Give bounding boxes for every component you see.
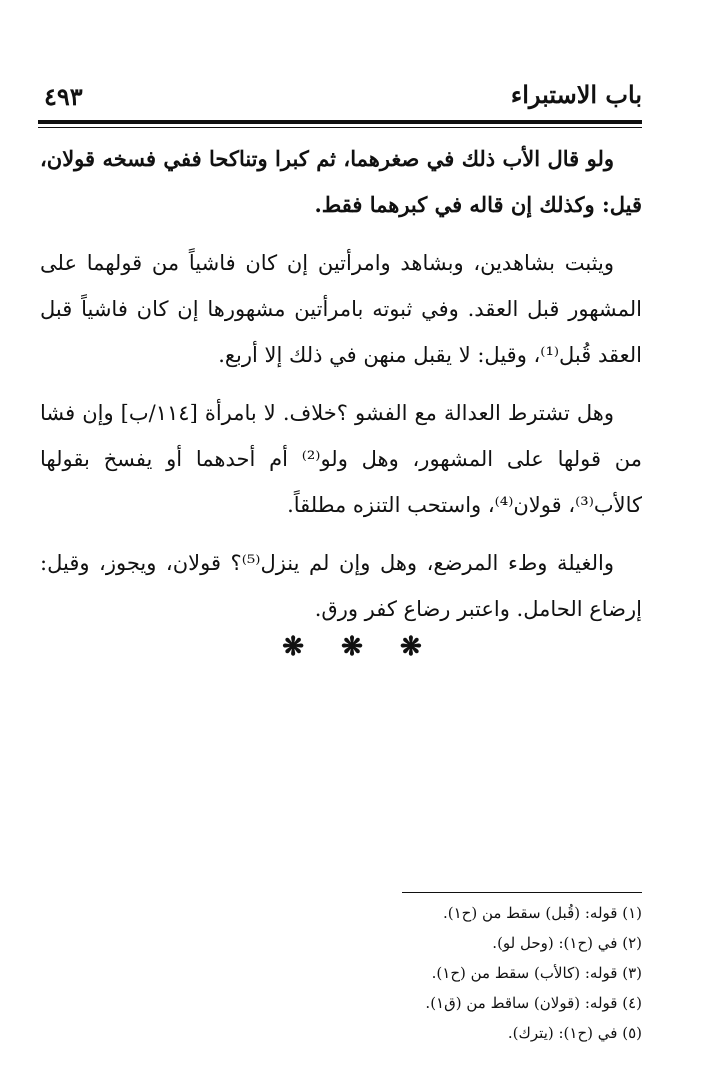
paragraph-2: ويثبت بشاهدين، وبشاهد وامرأتين إن كان فاشياً من قولهما على المشهور قبل العقد. وفي ثبوته بامرأتين مشهورها إن كان فاشياً قبل العقد قُبل⁽¹⁾، وقيل: لا يقبل منهن في ذلك إلا أربع. [40, 251, 642, 367]
footnote-separator [402, 892, 642, 893]
page-number: ٤٩٣ [44, 82, 83, 111]
footnote-5: (٥) في (ح١): (يترك). [507, 1024, 642, 1042]
paragraph-1: ولو قال الأب ذلك في صغرهما، ثم كبرا وتناكحا ففي فسخه قولان، قيل: وكذلك إن قاله في كبرهما فقط. [40, 146, 642, 217]
footnote-4: (٤) قوله: (قولان) ساقط من (ق١). [425, 994, 642, 1012]
footnote-3: (٣) قوله: (كالأب) سقط من (ح١). [431, 964, 642, 982]
page-header [38, 76, 642, 116]
footnote-2: (٢) في (ح١): (وحل لو). [492, 934, 642, 952]
footnote-1: (١) قوله: (قُبل) سقط من (ح١). [442, 904, 642, 922]
footnotes [300, 898, 642, 1048]
paragraph-4: والغيلة وطء المرضع، وهل وإن لم ينزل⁽⁵⁾؟ قولان، ويجوز، وقيل: إرضاع الحامل. واعتبر رضاع كفر ورق. [40, 551, 642, 621]
chapter-title: باب الاستبراء [510, 80, 642, 109]
paragraph-3: وهل تشترط العدالة مع الفشو ؟خلاف. لا بامرأة [١١٤/ب] وإن فشا من قولها على المشهور، وهل ولو⁽²⁾ أم أحدهما أو يفسخ بقولها كالأب⁽³⁾، قولان⁽⁴⁾، واستحب التنزه مطلقاً. [40, 401, 642, 517]
header-rule-thick [38, 120, 642, 124]
header-rule-thin [38, 127, 642, 128]
section-end-ornament: ❋ ❋ ❋ [282, 632, 436, 662]
main-text [40, 136, 642, 644]
